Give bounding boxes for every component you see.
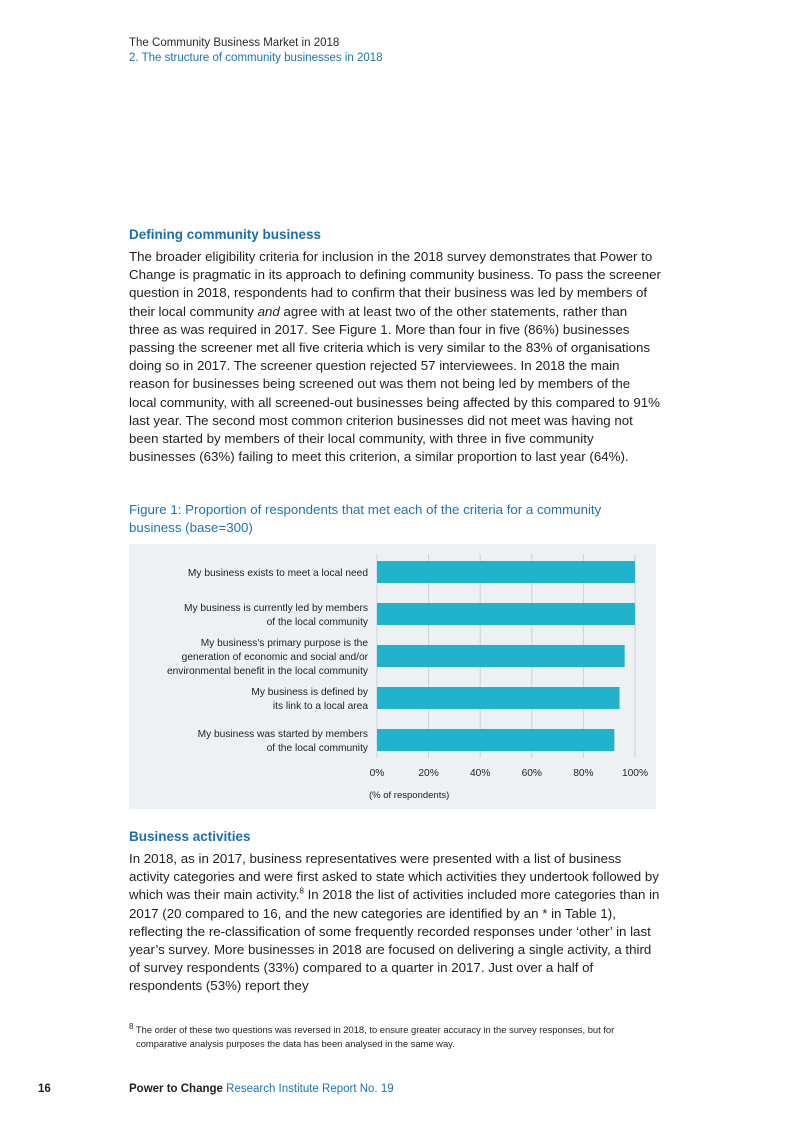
- category-label-0-0: My business exists to meet a local need: [187, 568, 368, 579]
- section-heading-defining: Defining community business: [129, 227, 322, 242]
- header-subtitle: 2. The structure of community businesses in 2018: [129, 51, 383, 64]
- tick-label-3: 60%: [521, 768, 542, 779]
- category-label-2-1: generation of economic and social and/or: [181, 652, 368, 663]
- paragraph-defining: [129, 248, 661, 466]
- category-label-3-0: My business is defined by: [251, 687, 368, 698]
- footnote-text: [129, 1023, 629, 1050]
- paragraph-defining-emphasis: and: [257, 303, 280, 319]
- section-heading-activities: Business activities: [129, 829, 251, 844]
- page-number: 16: [38, 1083, 51, 1095]
- tick-label-0: 0%: [369, 768, 385, 779]
- tick-label-1: 20%: [418, 768, 439, 779]
- category-label-2-0: My business's primary purpose is the: [200, 638, 368, 649]
- bar-2: [377, 645, 625, 667]
- bar-3: [377, 687, 620, 709]
- category-label-4-1: of the local community: [266, 743, 368, 754]
- figure-caption: Figure 1: Proportion of respondents that met each of the criteria for a community business (base=300): [129, 502, 602, 535]
- category-label-3-1: its link to a local area: [272, 701, 368, 712]
- paragraph-defining-part-b: agree with at least two of the other statements, rather than three as was required in 2017. See Figure 1. More than four in five (86%) businesses passing the screener met all five criteria which is very similar to the 83% of organisations doing so in 2017. The screener question rejected 57 interviewees. In 2018 the main reason for businesses being screened out was them not being led by members of the local community, with all screened-out businesses being affected by this compared to 91% last year. The second most common criterion businesses did not meet was having not been started by members of their local community, with three in five community businesses (63%) failing to meet this criterion, a similar proportion to last year (64%).: [129, 303, 660, 465]
- bar-chart-panel: [129, 544, 656, 809]
- footer-brand-name: Power to Change: [129, 1083, 223, 1095]
- category-label-4-0: My business was started by members: [197, 729, 368, 740]
- paragraph-activities-part-b: In 2018 the list of activities included more categories than in 2017 (20 compared to 16, and the new categories are identified by an * in Table 1), reflecting the re-classification of some frequently recorded responses under ‘other’ in last year’s survey. More businesses in 2018 are focused on delivering a single activity, a third of survey respondents (33%) compared to a quarter in 2017. Just over a half of respondents (53%) report they: [129, 887, 660, 994]
- footnote-ref: 8: [299, 886, 304, 896]
- category-label-1-1: of the local community: [266, 617, 368, 628]
- header-title: The Community Business Market in 2018: [129, 37, 340, 49]
- bar-chart: [129, 544, 656, 809]
- footer-report-name: Research Institute Report No. 19: [222, 1083, 394, 1095]
- bar-4: [377, 729, 614, 751]
- running-header: [129, 36, 383, 65]
- footnote-mark: 8: [129, 1021, 134, 1031]
- tick-label-4: 80%: [573, 768, 594, 779]
- paragraph-defining-part-a: The broader eligibility criteria for inclusion in the 2018 survey demonstrates that Power to Change is pragmatic in its approach to defining community business. To pass the screener question in 2018, respondents had to confirm that their business was led by members of their local community: [129, 249, 661, 319]
- category-label-2-2: environmental benefit in the local community: [166, 666, 368, 677]
- tick-label-2: 40%: [470, 768, 491, 779]
- paragraph-activities-part-a: In 2018, as in 2017, business representatives were presented with a list of business activity categories and were first asked to state which activities they undertook followed by which was their main activity.: [129, 851, 659, 903]
- bar-1: [377, 603, 635, 625]
- footnote-body: The order of these two questions was reversed in 2018, to ensure greater accuracy in the survey responses, but for comparative analysis purposes the data has been analysed in the same way.: [135, 1024, 615, 1049]
- paragraph-activities: [129, 850, 661, 996]
- footnote: [129, 1023, 629, 1050]
- footer-brand: [129, 1083, 394, 1095]
- bar-0: [377, 561, 635, 583]
- tick-label-5: 100%: [621, 768, 649, 779]
- x-axis-label: (% of respondents): [369, 790, 450, 801]
- category-label-1-0: My business is currently led by members: [183, 603, 368, 614]
